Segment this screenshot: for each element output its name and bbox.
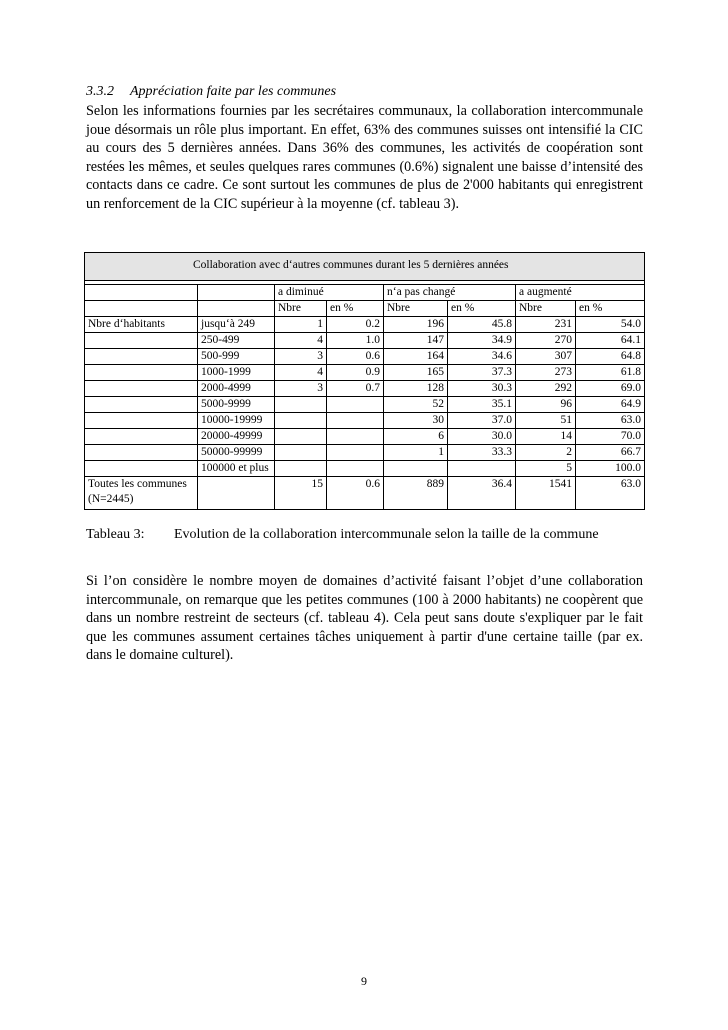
table-subheader-row — [85, 301, 645, 317]
value-cell — [275, 445, 327, 461]
size-class-cell: 10000-19999 — [198, 413, 275, 429]
value-cell: 54.0 — [576, 317, 645, 333]
table-row — [85, 317, 645, 333]
table-row — [85, 333, 645, 349]
total-value-cell: 1541 — [516, 477, 576, 510]
row-group-label — [85, 333, 198, 349]
caption-label: Tableau 3: — [86, 527, 145, 542]
value-cell: 66.7 — [576, 445, 645, 461]
value-cell: 231 — [516, 317, 576, 333]
value-cell: 196 — [384, 317, 448, 333]
value-cell: 37.0 — [448, 413, 516, 429]
value-cell: 14 — [516, 429, 576, 445]
size-class-cell: 100000 et plus — [198, 461, 275, 477]
value-cell: 30 — [384, 413, 448, 429]
table-title-row — [85, 253, 645, 281]
data-table — [84, 252, 645, 510]
value-cell: 30.3 — [448, 381, 516, 397]
value-cell: 147 — [384, 333, 448, 349]
value-cell: 270 — [516, 333, 576, 349]
table-row — [85, 429, 645, 445]
value-cell: 34.9 — [448, 333, 516, 349]
value-cell: 6 — [384, 429, 448, 445]
value-cell: 164 — [384, 349, 448, 365]
value-cell: 33.3 — [448, 445, 516, 461]
group-header-increased: a augmenté — [516, 285, 645, 301]
table-total-row — [85, 477, 645, 510]
value-cell — [448, 461, 516, 477]
value-cell: 51 — [516, 413, 576, 429]
row-group-label — [85, 349, 198, 365]
value-cell — [327, 397, 384, 413]
row-group-label — [85, 381, 198, 397]
value-cell — [327, 445, 384, 461]
row-group-label — [85, 365, 198, 381]
section-title: Appréciation faite par les communes — [130, 84, 337, 99]
row-group-label: Nbre d‘habitants — [85, 317, 198, 333]
value-cell: 5 — [516, 461, 576, 477]
value-cell: 0.2 — [327, 317, 384, 333]
size-class-cell: 250-499 — [198, 333, 275, 349]
group-header-unchanged: n‘a pas changé — [384, 285, 516, 301]
value-cell: 307 — [516, 349, 576, 365]
value-cell: 35.1 — [448, 397, 516, 413]
subheader-nbre: Nbre — [384, 301, 448, 317]
value-cell: 69.0 — [576, 381, 645, 397]
value-cell: 3 — [275, 349, 327, 365]
size-class-cell: 500-999 — [198, 349, 275, 365]
value-cell: 0.6 — [327, 349, 384, 365]
value-cell: 96 — [516, 397, 576, 413]
value-cell: 45.8 — [448, 317, 516, 333]
value-cell — [327, 429, 384, 445]
value-cell: 34.6 — [448, 349, 516, 365]
table-row — [85, 461, 645, 477]
value-cell: 100.0 — [576, 461, 645, 477]
caption-text: Evolution de la collaboration intercommunale selon la taille de la commune — [174, 527, 599, 542]
value-cell: 292 — [516, 381, 576, 397]
page-number: 9 — [361, 974, 367, 988]
size-class-cell: 1000-1999 — [198, 365, 275, 381]
value-cell: 165 — [384, 365, 448, 381]
value-cell: 30.0 — [448, 429, 516, 445]
value-cell: 128 — [384, 381, 448, 397]
row-group-label — [85, 397, 198, 413]
total-value-cell: 889 — [384, 477, 448, 510]
subheader-nbre: Nbre — [516, 301, 576, 317]
row-group-label — [85, 413, 198, 429]
value-cell: 0.9 — [327, 365, 384, 381]
value-cell: 1.0 — [327, 333, 384, 349]
value-cell — [275, 413, 327, 429]
total-label: Toutes les communes — [88, 478, 187, 490]
paragraph-intro: Selon les informations fournies par les secrétaires communaux, la collaboration intercommunale joue désormais un rôle plus important. En effet, 63% des communes suisses ont intensifié la CIC au cours des 5 dernières années. Dans 36% des communes, les activités de coopération sont restées les mêmes, et seules quelques rares communes (0.6%) signalent une baisse d’intensité des contacts dans ce cadre. Ce sont surtout les communes de plus de 2'000 habitants qui enregistrent un renforcement de la CIC supérieur à la moyenne (cf. tableau 3). — [86, 103, 643, 212]
value-cell — [275, 397, 327, 413]
row-group-label — [85, 461, 198, 477]
size-class-cell: jusqu‘à 249 — [198, 317, 275, 333]
size-class-cell: 2000-4999 — [198, 381, 275, 397]
total-value-cell: 63.0 — [576, 477, 645, 510]
group-header-decreased: a diminué — [275, 285, 384, 301]
table-title: Collaboration avec d‘autres communes durant les 5 dernières années — [85, 253, 645, 281]
value-cell: 70.0 — [576, 429, 645, 445]
row-group-label — [85, 429, 198, 445]
value-cell: 1 — [275, 317, 327, 333]
value-cell: 3 — [275, 381, 327, 397]
value-cell — [327, 413, 384, 429]
value-cell — [327, 461, 384, 477]
value-cell — [275, 429, 327, 445]
value-cell: 64.8 — [576, 349, 645, 365]
value-cell: 63.0 — [576, 413, 645, 429]
subheader-pct: en % — [576, 301, 645, 317]
value-cell: 2 — [516, 445, 576, 461]
table-caption — [86, 527, 599, 543]
value-cell: 273 — [516, 365, 576, 381]
table-row — [85, 381, 645, 397]
size-class-cell: 20000-49999 — [198, 429, 275, 445]
value-cell: 37.3 — [448, 365, 516, 381]
table-row — [85, 365, 645, 381]
row-group-label — [85, 445, 198, 461]
total-count: (N=2445) — [88, 493, 134, 505]
total-value-cell: 0.6 — [327, 477, 384, 510]
size-class-cell: 5000-9999 — [198, 397, 275, 413]
section-heading — [86, 84, 336, 100]
value-cell: 0.7 — [327, 381, 384, 397]
value-cell: 64.1 — [576, 333, 645, 349]
value-cell: 52 — [384, 397, 448, 413]
total-value-cell: 36.4 — [448, 477, 516, 510]
value-cell: 1 — [384, 445, 448, 461]
value-cell — [275, 461, 327, 477]
total-value-cell: 15 — [275, 477, 327, 510]
table-row — [85, 397, 645, 413]
subheader-pct: en % — [448, 301, 516, 317]
table-row — [85, 413, 645, 429]
table-group-header-row — [85, 285, 645, 301]
size-class-cell: 50000-99999 — [198, 445, 275, 461]
table-row — [85, 349, 645, 365]
subheader-pct: en % — [327, 301, 384, 317]
total-label-cell — [85, 477, 198, 510]
value-cell: 4 — [275, 333, 327, 349]
subheader-nbre: Nbre — [275, 301, 327, 317]
table-row — [85, 445, 645, 461]
section-number: 3.3.2 — [86, 84, 114, 99]
value-cell: 61.8 — [576, 365, 645, 381]
value-cell: 4 — [275, 365, 327, 381]
value-cell: 64.9 — [576, 397, 645, 413]
paragraph-domains: Si l’on considère le nombre moyen de domaines d’activité faisant l’objet d’une collaboration intercommunale, on remarque que les petites communes (100 à 2000 habitants) ne coopèrent que dans un nombre restreint de secteurs (cf. tableau 4). Cela peut sans doute s'expliquer par le fait que les communes assument certaines tâches uniquement à partir d'une certaine taille (par ex. dans le domaine culturel). — [86, 573, 643, 664]
value-cell — [384, 461, 448, 477]
